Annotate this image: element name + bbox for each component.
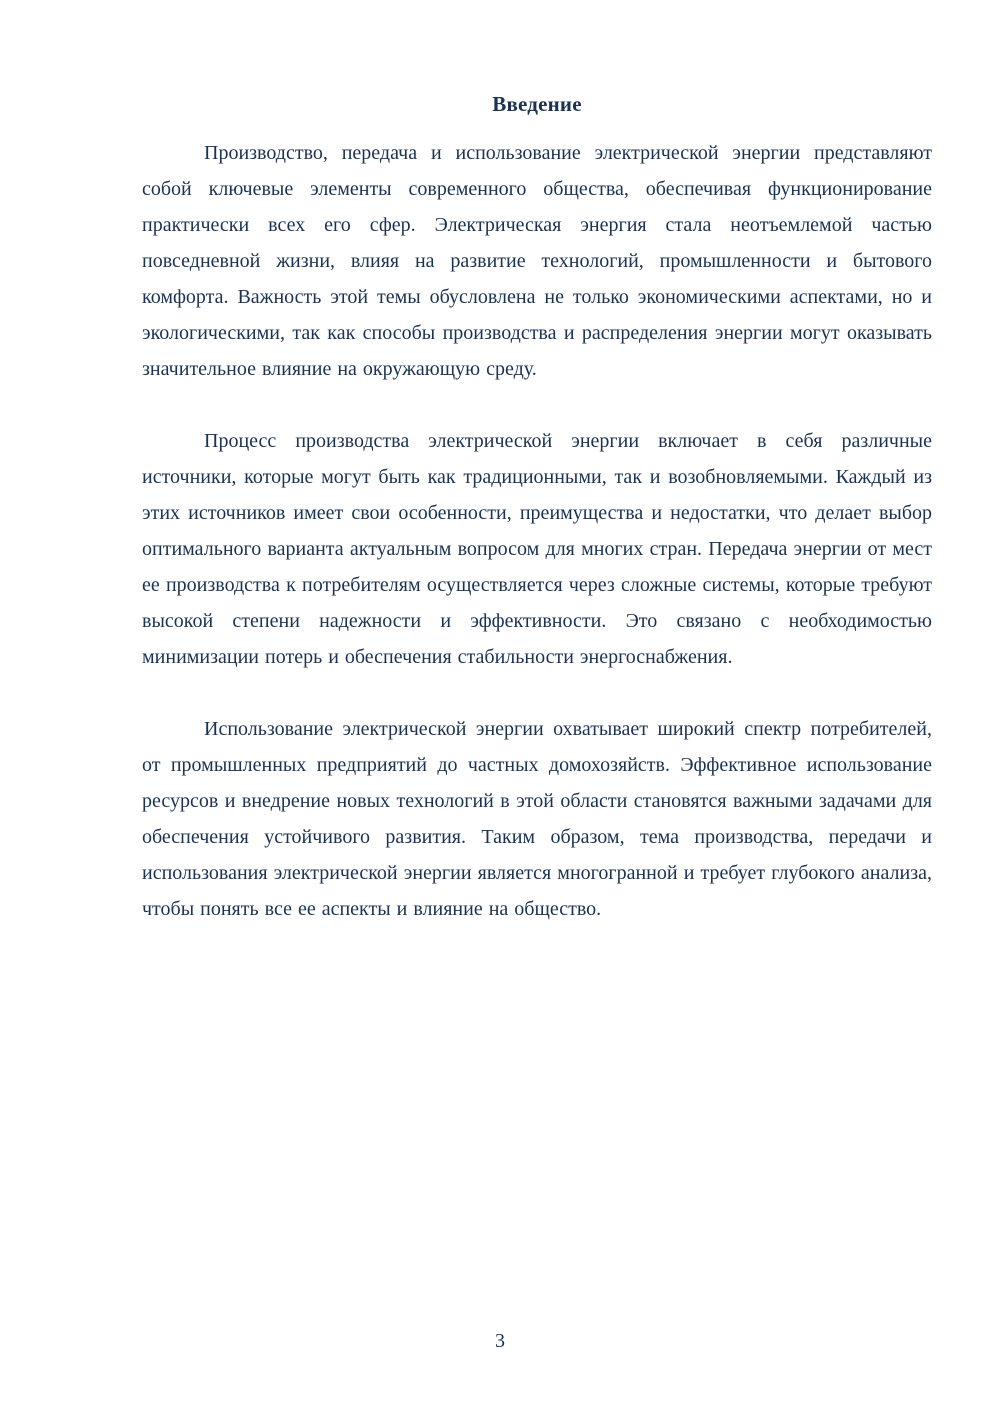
- page-number: 3: [495, 1330, 505, 1352]
- paragraph-1: Производство, передача и использование электрической энергии представляют собой ключевые элементы современного общества, обеспечивая функционирование практически всех его сфер. Электрическая энергия стала неотъемлемой частью повседневной жизни, влияя на развитие технологий, промышленности и бытового комфорта. Важность этой темы обусловлена не только экономическими аспектами, но и экологическими, так как способы производства и распределения энергии могут оказывать значительное влияние на окружающую среду.: [142, 142, 932, 380]
- paragraph-2: Процесс производства электрической энергии включает в себя различные источники, которые могут быть как традиционными, так и возобновляемыми. Каждый из этих источников имеет свои особенности, преимущества и недостатки, что делает выбор оптимального варианта актуальным вопросом для многих стран. Передача энергии от мест ее производства к потребителям осуществляется через сложные системы, которые требуют высокой степени надежности и эффективности. Это связано с необходимостью минимизации потерь и обеспечения стабильности энергоснабжения.: [142, 430, 932, 668]
- paragraph-3: Использование электрической энергии охватывает широкий спектр потребителей, от промышленных предприятий до частных домохозяйств. Эффективное использование ресурсов и внедрение новых технологий в этой области становятся важными задачами для обеспечения устойчивого развития. Таким образом, тема производства, передачи и использования электрической энергии является многогранной и требует глубокого анализа, чтобы понять все ее аспекты и влияние на общество.: [142, 718, 932, 920]
- page-content: [142, 92, 932, 963]
- page-title: Введение: [492, 92, 582, 116]
